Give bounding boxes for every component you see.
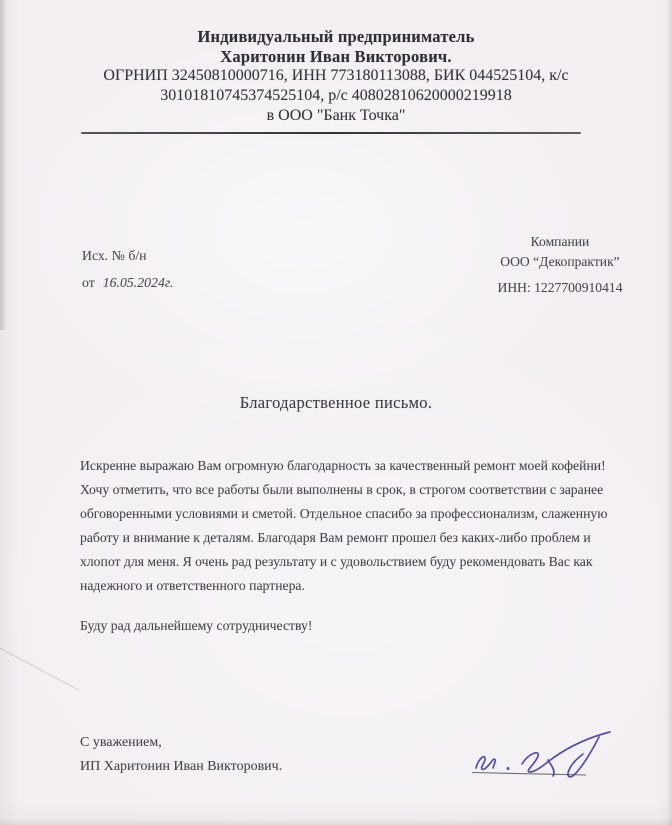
recipient-company-name: ООО “Декопрактик” (500, 254, 620, 269)
body-line-3: обговоренными условиями и сметой. Отдельное спасибо за профессионализм, слаженную (80, 506, 608, 521)
scan-edge-shadow-left (0, 0, 7, 330)
signature-ink-tail (568, 737, 599, 777)
handwritten-signature (452, 720, 624, 784)
outgoing-reference-block (82, 242, 174, 296)
paper-crease (0, 646, 79, 690)
letterhead-requisites-line-2: 30101810745374525104, р/с 40802810620000219918 (160, 87, 512, 105)
letterhead (56, 27, 616, 126)
body-line-4: работу и внимание к деталям. Благодаря Вам ремонт прошел без каких-либо проблем и (80, 530, 591, 545)
recipient-inn: ИНН: 1227700910414 (497, 280, 623, 295)
outgoing-date-prefix: от (82, 275, 95, 290)
scan-edge-shadow-bottom (0, 819, 672, 825)
body-line-5: хлопот для меня. Я очень рад результату и с удовольствием буду рекомендовать Вас как (80, 554, 593, 569)
closing-block (80, 731, 282, 779)
letterhead-bank-line: в ООО "Банк Точка" (266, 106, 406, 124)
recipient-label: Компании (530, 234, 590, 249)
body-line-2: Хочу отметить, что все работы были выполнены в срок, в строгом соответствии с заранее (80, 482, 604, 497)
closing-regards: С уважением, (80, 735, 162, 750)
closing-signatory-name: ИП Харитонин Иван Викторович. (80, 759, 283, 774)
letterhead-person-name: Харитонин Иван Викторович. (220, 46, 452, 66)
recipient-block (486, 232, 634, 298)
letterhead-entrepreneur-line: Индивидуальный предприниматель (197, 27, 475, 46)
signature-ink-letters (476, 757, 495, 770)
letter-body (80, 454, 625, 638)
letter-title: Благодарственное письмо. (239, 393, 433, 412)
signature-ink-cross (548, 760, 554, 776)
signature-ink-dot (507, 767, 510, 770)
outgoing-number: Исх. № б/н (82, 248, 147, 263)
letterhead-requisites-line-1: ОГРНИП 32450810000716, ИНН 773180113088, БИК 044525104, к/с (103, 67, 569, 85)
signature-ink-flourish (522, 732, 610, 772)
outgoing-date-line (82, 269, 174, 296)
body-line-1: Искренне выражаю Вам огромную благодарность за качественный ремонт моей кофейни! (80, 458, 606, 473)
letterhead-divider (81, 132, 581, 134)
outgoing-date: 16.05.2024г. (102, 275, 174, 290)
body-line-6: надежного и ответственного партнера. (80, 578, 305, 593)
body-paragraph-2: Буду рад дальнейшему сотрудничеству! (80, 618, 313, 633)
